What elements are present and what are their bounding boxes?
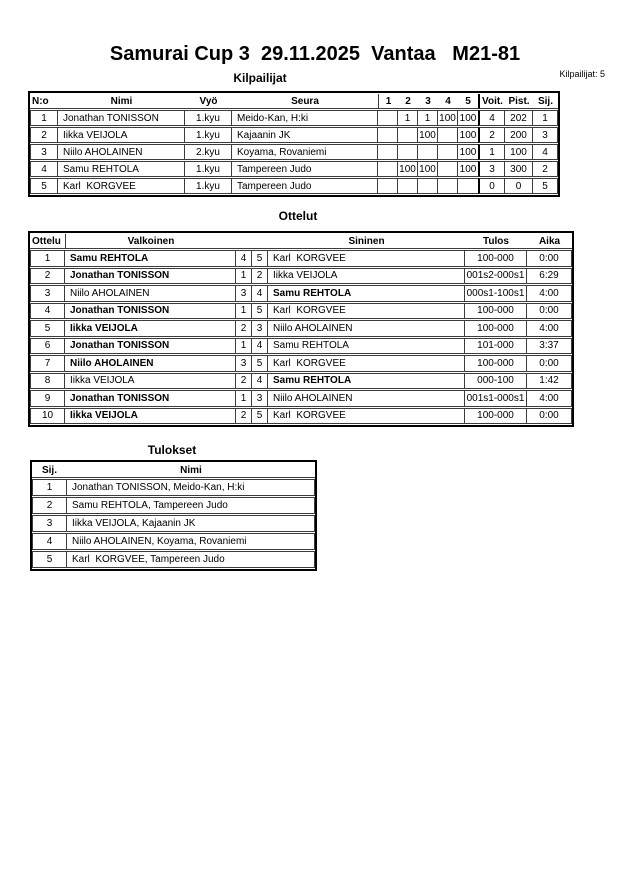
competitor-score-cell-4 xyxy=(438,178,458,194)
match-white-number-cell: 1 xyxy=(236,390,252,407)
match-blue-name-cell: Iikka VEIJOLA xyxy=(268,268,465,285)
competitor-wins-cell: 2 xyxy=(478,127,505,143)
competitor-score-cell-4: 100 xyxy=(438,110,458,126)
match-blue-name-cell: Niilo AHOLAINEN xyxy=(268,390,465,407)
match-number-cell: 9 xyxy=(30,390,65,407)
page-title: Samurai Cup 3 29.11.2025 Vantaa M21-81 xyxy=(109,43,521,65)
competitors-header-opp2: 2 xyxy=(398,94,418,109)
match-number-cell: 8 xyxy=(30,373,65,390)
competitor-place-cell: 4 xyxy=(533,144,558,160)
match-row xyxy=(30,268,572,285)
competitor-belt-cell: 1.kyu xyxy=(185,127,232,143)
result-place-cell: 4 xyxy=(32,533,67,550)
competitor-name-cell: Niilo AHOLAINEN xyxy=(58,144,185,160)
result-place-cell: 3 xyxy=(32,515,67,532)
match-blue-number-cell: 5 xyxy=(252,355,268,372)
match-white-number-cell: 2 xyxy=(236,373,252,390)
competitors-header-opp3: 3 xyxy=(418,94,438,109)
competitor-score-cell-1 xyxy=(378,110,398,126)
match-blue-number-cell: 4 xyxy=(252,285,268,302)
competitor-name-cell: Iikka VEIJOLA xyxy=(58,127,185,143)
competitors-table xyxy=(28,91,560,197)
competitor-name-cell: Samu REHTOLA xyxy=(58,161,185,177)
competitor-number-cell: 5 xyxy=(30,178,58,194)
match-time-cell: 0:00 xyxy=(527,408,572,425)
match-number-cell: 6 xyxy=(30,338,65,355)
results-header-place: Sij. xyxy=(32,463,67,478)
match-white-number-cell: 1 xyxy=(236,268,252,285)
match-number-cell: 4 xyxy=(30,303,65,320)
match-white-name-cell: Niilo AHOLAINEN xyxy=(65,285,236,302)
match-time-cell: 4:00 xyxy=(527,320,572,337)
match-row xyxy=(30,320,572,337)
competitor-score-cell-5: 100 xyxy=(458,144,478,160)
result-row xyxy=(32,479,315,496)
match-result-cell: 100-000 xyxy=(465,320,527,337)
competitor-score-cell-3 xyxy=(418,144,438,160)
competitor-score-cell-5: 100 xyxy=(458,127,478,143)
match-blue-name-cell: Samu REHTOLA xyxy=(268,373,465,390)
competitor-wins-cell: 1 xyxy=(478,144,505,160)
match-result-cell: 000s1-100s1 xyxy=(465,285,527,302)
match-result-cell: 001s2-000s1 xyxy=(465,268,527,285)
competitor-points-cell: 300 xyxy=(505,161,533,177)
match-number-cell: 5 xyxy=(30,320,65,337)
match-result-cell: 100-000 xyxy=(465,355,527,372)
competitor-club-cell: Kajaanin JK xyxy=(232,127,378,143)
match-blue-name-cell: Karl KORGVEE xyxy=(268,408,465,425)
competitors-header-opp1: 1 xyxy=(378,94,398,109)
match-number-cell: 1 xyxy=(30,250,65,267)
match-time-cell: 4:00 xyxy=(527,390,572,407)
result-place-cell: 2 xyxy=(32,497,67,514)
match-white-number-cell: 2 xyxy=(236,408,252,425)
competitor-score-cell-5 xyxy=(458,178,478,194)
result-place-cell: 1 xyxy=(32,479,67,496)
competitor-score-cell-3: 1 xyxy=(418,110,438,126)
match-row xyxy=(30,355,572,372)
competitor-score-cell-5: 100 xyxy=(458,161,478,177)
match-blue-number-cell: 4 xyxy=(252,338,268,355)
competitor-belt-cell: 1.kyu xyxy=(185,161,232,177)
match-white-number-cell: 3 xyxy=(236,285,252,302)
competitor-points-cell: 0 xyxy=(505,178,533,194)
competitors-header-number: N:o xyxy=(30,94,58,109)
match-white-number-cell: 1 xyxy=(236,338,252,355)
result-row xyxy=(32,497,315,514)
match-blue-name-cell: Karl KORGVEE xyxy=(268,355,465,372)
competitors-header-wins: Voit. xyxy=(478,94,505,109)
match-blue-number-cell: 5 xyxy=(252,408,268,425)
match-time-cell: 0:00 xyxy=(527,355,572,372)
competitor-name-cell: Jonathan TONISSON xyxy=(58,110,185,126)
competitors-header-club: Seura xyxy=(232,94,378,109)
results-section-title: Tulokset xyxy=(147,443,197,457)
competitor-row xyxy=(30,110,558,126)
competitor-belt-cell: 1.kyu xyxy=(185,110,232,126)
matches-header-blue-number xyxy=(252,234,268,249)
competitor-number-cell: 2 xyxy=(30,127,58,143)
matches-header-blue: Sininen xyxy=(268,234,465,249)
competitors-header-row xyxy=(30,94,558,109)
match-time-cell: 6:29 xyxy=(527,268,572,285)
competitor-number-cell: 1 xyxy=(30,110,58,126)
match-time-cell: 1:42 xyxy=(527,373,572,390)
competitor-place-cell: 5 xyxy=(533,178,558,194)
result-name-cell: Karl KORGVEE, Tampereen Judo xyxy=(67,551,315,568)
competitor-place-cell: 3 xyxy=(533,127,558,143)
result-name-cell: Samu REHTOLA, Tampereen Judo xyxy=(67,497,315,514)
competitor-wins-cell: 0 xyxy=(478,178,505,194)
competitor-score-cell-2: 100 xyxy=(398,161,418,177)
competitors-header-opp5: 5 xyxy=(458,94,478,109)
matches-section-title: Ottelut xyxy=(278,209,318,223)
match-white-name-cell: Jonathan TONISSON xyxy=(65,303,236,320)
competitor-club-cell: Meido-Kan, H:ki xyxy=(232,110,378,126)
match-blue-number-cell: 5 xyxy=(252,303,268,320)
competitors-header-belt: Vyö xyxy=(185,94,232,109)
match-white-number-cell: 1 xyxy=(236,303,252,320)
match-white-name-cell: Jonathan TONISSON xyxy=(65,268,236,285)
match-row xyxy=(30,303,572,320)
match-result-cell: 000-100 xyxy=(465,373,527,390)
match-result-cell: 100-000 xyxy=(465,250,527,267)
match-blue-name-cell: Karl KORGVEE xyxy=(268,250,465,267)
competitor-points-cell: 200 xyxy=(505,127,533,143)
match-white-name-cell: Jonathan TONISSON xyxy=(65,338,236,355)
match-number-cell: 3 xyxy=(30,285,65,302)
competitor-score-cell-2: 1 xyxy=(398,110,418,126)
competitor-score-cell-5: 100 xyxy=(458,110,478,126)
competitor-score-cell-2 xyxy=(398,178,418,194)
matches-table xyxy=(28,231,574,427)
competitor-score-cell-1 xyxy=(378,178,398,194)
competitor-wins-cell: 4 xyxy=(478,110,505,126)
match-row xyxy=(30,250,572,267)
match-white-name-cell: Iikka VEIJOLA xyxy=(65,408,236,425)
competitors-header-name: Nimi xyxy=(58,94,185,109)
competitor-score-cell-4 xyxy=(438,161,458,177)
competitor-score-cell-1 xyxy=(378,161,398,177)
matches-header-row xyxy=(30,234,572,249)
result-name-cell: Jonathan TONISSON, Meido-Kan, H:ki xyxy=(67,479,315,496)
competitor-score-cell-4 xyxy=(438,127,458,143)
match-number-cell: 10 xyxy=(30,408,65,425)
competitor-club-cell: Koyama, Rovaniemi xyxy=(232,144,378,160)
matches-header-match: Ottelu xyxy=(30,234,65,249)
competitor-place-cell: 2 xyxy=(533,161,558,177)
matches-header-result: Tulos xyxy=(465,234,527,249)
competitor-score-cell-4 xyxy=(438,144,458,160)
match-white-name-cell: Jonathan TONISSON xyxy=(65,390,236,407)
match-time-cell: 0:00 xyxy=(527,303,572,320)
competitor-belt-cell: 1.kyu xyxy=(185,178,232,194)
competitor-name-cell: Karl KORGVEE xyxy=(58,178,185,194)
competitor-points-cell: 202 xyxy=(505,110,533,126)
competitor-points-cell: 100 xyxy=(505,144,533,160)
result-place-cell: 5 xyxy=(32,551,67,568)
match-white-number-cell: 2 xyxy=(236,320,252,337)
match-blue-number-cell: 3 xyxy=(252,320,268,337)
result-name-cell: Iikka VEIJOLA, Kajaanin JK xyxy=(67,515,315,532)
match-result-cell: 100-000 xyxy=(465,408,527,425)
result-row xyxy=(32,551,315,568)
competitor-place-cell: 1 xyxy=(533,110,558,126)
competitor-score-cell-2 xyxy=(398,144,418,160)
match-result-cell: 101-000 xyxy=(465,338,527,355)
match-white-name-cell: Niilo AHOLAINEN xyxy=(65,355,236,372)
match-blue-name-cell: Karl KORGVEE xyxy=(268,303,465,320)
matches-header-white-number xyxy=(236,234,252,249)
match-white-name-cell: Iikka VEIJOLA xyxy=(65,320,236,337)
competitor-row xyxy=(30,144,558,160)
match-blue-name-cell: Niilo AHOLAINEN xyxy=(268,320,465,337)
competitor-club-cell: Tampereen Judo xyxy=(232,178,378,194)
match-time-cell: 0:00 xyxy=(527,250,572,267)
competitors-count-label: Kilpailijat: 5 xyxy=(559,69,605,79)
match-row xyxy=(30,373,572,390)
match-row xyxy=(30,285,572,302)
competitor-score-cell-2 xyxy=(398,127,418,143)
competitor-score-cell-1 xyxy=(378,144,398,160)
match-blue-number-cell: 3 xyxy=(252,390,268,407)
competitor-score-cell-3: 100 xyxy=(418,161,438,177)
match-row xyxy=(30,390,572,407)
result-row xyxy=(32,533,315,550)
competitor-number-cell: 4 xyxy=(30,161,58,177)
competitor-score-cell-3 xyxy=(418,178,438,194)
competitor-wins-cell: 3 xyxy=(478,161,505,177)
result-row xyxy=(32,515,315,532)
competitors-header-points: Pist. xyxy=(505,94,533,109)
competitor-number-cell: 3 xyxy=(30,144,58,160)
match-number-cell: 7 xyxy=(30,355,65,372)
competitor-row xyxy=(30,178,558,194)
matches-header-white: Valkoinen xyxy=(65,234,236,249)
competitor-club-cell: Tampereen Judo xyxy=(232,161,378,177)
match-white-name-cell: Iikka VEIJOLA xyxy=(65,373,236,390)
competitor-belt-cell: 2.kyu xyxy=(185,144,232,160)
match-blue-number-cell: 2 xyxy=(252,268,268,285)
match-result-cell: 100-000 xyxy=(465,303,527,320)
competitor-score-cell-1 xyxy=(378,127,398,143)
result-name-cell: Niilo AHOLAINEN, Koyama, Rovaniemi xyxy=(67,533,315,550)
match-time-cell: 3:37 xyxy=(527,338,572,355)
competitors-header-opp4: 4 xyxy=(438,94,458,109)
match-white-number-cell: 3 xyxy=(236,355,252,372)
results-table xyxy=(30,460,317,571)
match-time-cell: 4:00 xyxy=(527,285,572,302)
match-blue-name-cell: Samu REHTOLA xyxy=(268,285,465,302)
matches-header-time: Aika xyxy=(527,234,572,249)
match-white-number-cell: 4 xyxy=(236,250,252,267)
results-header-row xyxy=(32,463,315,478)
competitors-header-place: Sij. xyxy=(533,94,558,109)
competitor-row xyxy=(30,127,558,143)
competitor-score-cell-3: 100 xyxy=(418,127,438,143)
match-white-name-cell: Samu REHTOLA xyxy=(65,250,236,267)
competitor-row xyxy=(30,161,558,177)
match-result-cell: 001s1-000s1 xyxy=(465,390,527,407)
match-blue-number-cell: 4 xyxy=(252,373,268,390)
competitors-section-title: Kilpailijat xyxy=(233,71,287,85)
match-blue-number-cell: 5 xyxy=(252,250,268,267)
results-header-name: Nimi xyxy=(67,463,315,478)
match-row xyxy=(30,338,572,355)
match-blue-name-cell: Samu REHTOLA xyxy=(268,338,465,355)
match-row xyxy=(30,408,572,425)
match-number-cell: 2 xyxy=(30,268,65,285)
